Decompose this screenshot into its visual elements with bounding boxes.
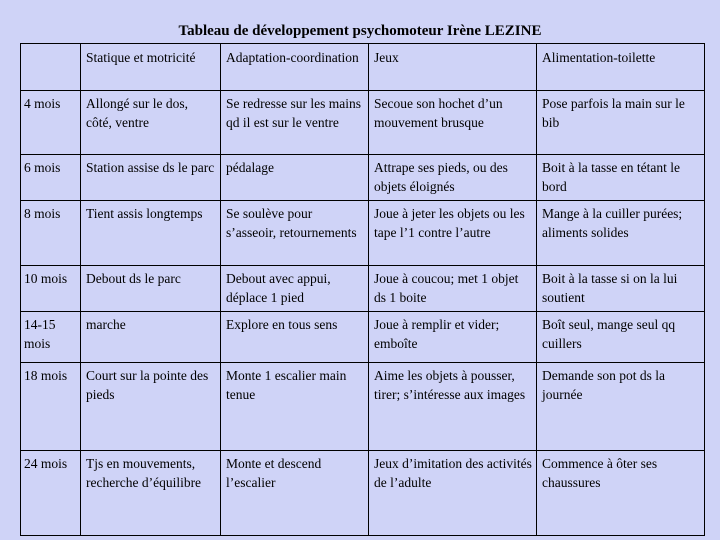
table-cell: Debout ds le parc	[81, 266, 221, 312]
age-cell: 14-15 mois	[21, 312, 81, 363]
table-cell: Pose parfois la main sur le bib	[537, 91, 705, 155]
header-cell-adaptation: Adaptation-coordination	[221, 44, 369, 91]
table-cell: Se soulève pour s’asseoir, retournements	[221, 201, 369, 266]
table-row	[21, 91, 705, 155]
table-cell: marche	[81, 312, 221, 363]
age-cell: 6 mois	[21, 155, 81, 201]
table-cell: Commence à ôter ses chaussures	[537, 451, 705, 536]
table-cell: pédalage	[221, 155, 369, 201]
age-cell: 18 mois	[21, 363, 81, 451]
table-cell: Tient assis longtemps	[81, 201, 221, 266]
table-row	[21, 155, 705, 201]
table-cell: Joue à remplir et vider; emboîte	[369, 312, 537, 363]
table-cell: Explore en tous sens	[221, 312, 369, 363]
age-cell: 10 mois	[21, 266, 81, 312]
age-cell: 4 mois	[21, 91, 81, 155]
age-cell: 24 mois	[21, 451, 81, 536]
header-cell-alimentation: Alimentation-toilette	[537, 44, 705, 91]
table-cell: Demande son pot ds la journée	[537, 363, 705, 451]
table-cell: Secoue son hochet d’un mouvement brusque	[369, 91, 537, 155]
page-title: Tableau de développement psychomoteur Irène LEZINE	[178, 23, 542, 39]
table-cell: Mange à la cuiller purées; aliments solides	[537, 201, 705, 266]
header-cell-statique: Statique et motricité	[81, 44, 221, 91]
table-cell: Se redresse sur les mains qd il est sur le ventre	[221, 91, 369, 155]
table-cell: Monte et descend l’escalier	[221, 451, 369, 536]
header-cell-age	[21, 44, 81, 91]
age-cell: 8 mois	[21, 201, 81, 266]
table-row	[21, 451, 705, 536]
table-cell: Jeux d’imitation des activités de l’adulte	[369, 451, 537, 536]
table-cell: Boît seul, mange seul qq cuillers	[537, 312, 705, 363]
development-table	[20, 43, 705, 536]
table-cell: Court sur la pointe des pieds	[81, 363, 221, 451]
table-cell: Joue à coucou; met 1 objet ds 1 boite	[369, 266, 537, 312]
table-row	[21, 312, 705, 363]
table-cell: Monte 1 escalier main tenue	[221, 363, 369, 451]
table-row	[21, 201, 705, 266]
table-cell: Attrape ses pieds, ou des objets éloignés	[369, 155, 537, 201]
table-row	[21, 266, 705, 312]
header-row	[21, 44, 705, 91]
table-cell: Station assise ds le parc	[81, 155, 221, 201]
table-cell: Tjs en mouvements, recherche d’équilibre	[81, 451, 221, 536]
table-cell: Aime les objets à pousser, tirer; s’intéresse aux images	[369, 363, 537, 451]
table-cell: Boit à la tasse si on la lui soutient	[537, 266, 705, 312]
table-cell: Allongé sur le dos, côté, ventre	[81, 91, 221, 155]
table-cell: Joue à jeter les objets ou les tape l’1 contre l’autre	[369, 201, 537, 266]
table-cell: Debout avec appui, déplace 1 pied	[221, 266, 369, 312]
table-row	[21, 363, 705, 451]
header-cell-jeux: Jeux	[369, 44, 537, 91]
table-cell: Boit à la tasse en tétant le bord	[537, 155, 705, 201]
